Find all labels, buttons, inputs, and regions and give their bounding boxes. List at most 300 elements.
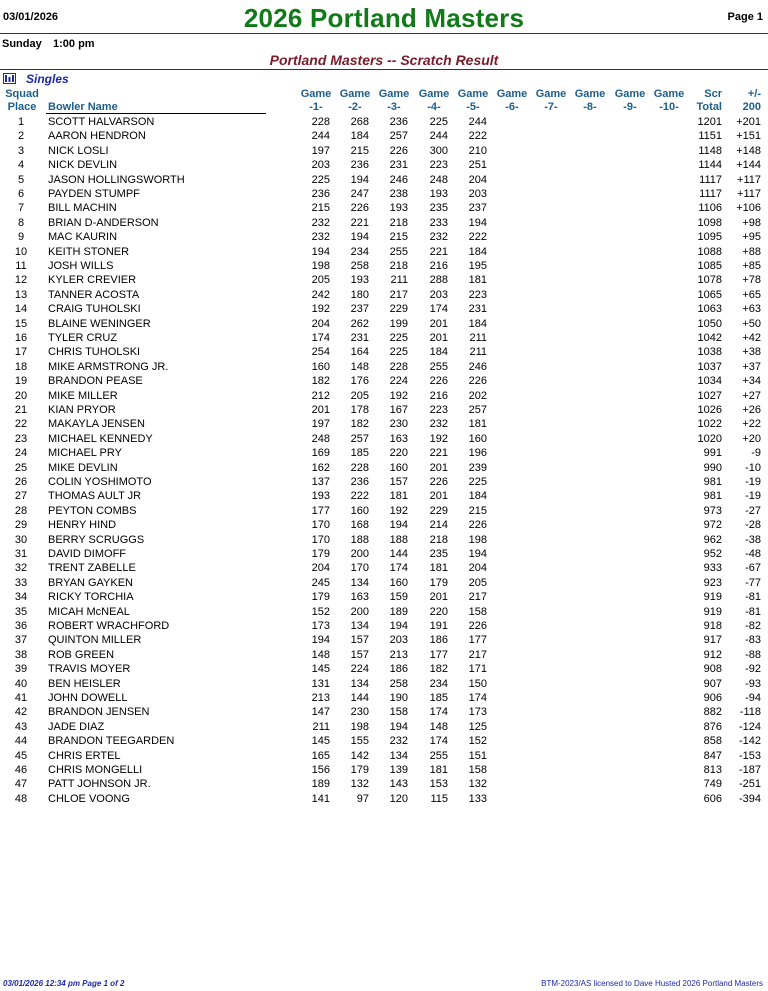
game-3-cell: 231 xyxy=(389,159,408,172)
plus-minus-cell: -81 xyxy=(745,605,761,618)
game-1-cell: 182 xyxy=(311,375,330,388)
game-5-cell: 257 xyxy=(468,404,487,416)
game-2-cell: 155 xyxy=(350,735,369,748)
game-3-cell: 159 xyxy=(389,591,408,604)
total-cell: 923 xyxy=(703,576,722,589)
plus-minus-cell: -88 xyxy=(745,648,761,661)
game-2-cell: 224 xyxy=(350,663,369,676)
bowler-name-cell: HENRY HIND xyxy=(48,519,117,532)
game-3-cell: 194 xyxy=(389,720,408,733)
game-4-cell: 234 xyxy=(429,677,448,690)
game-2-cell: 180 xyxy=(350,288,369,301)
bowler-name-cell: ROB GREEN xyxy=(48,648,115,661)
game-1-cell: 179 xyxy=(311,548,330,560)
total-cell: 882 xyxy=(703,706,722,719)
game-1-cell: 203 xyxy=(311,159,330,172)
game-4-cell: 181 xyxy=(429,764,448,776)
total-cell: 749 xyxy=(703,778,722,791)
game-2-cell: 237 xyxy=(350,303,369,316)
game-2-cell: 215 xyxy=(350,144,369,157)
game-1-cell: 205 xyxy=(311,274,330,287)
footer-license: BTM-2023/AS licensed to Dave Husted 2026 Portland Masters xyxy=(541,979,763,988)
game-3-cell: 258 xyxy=(389,677,408,690)
table-row xyxy=(0,648,768,662)
game-4-cell: 223 xyxy=(429,404,448,416)
total-cell: 917 xyxy=(703,634,722,647)
header-total: Total xyxy=(696,101,722,113)
header-game-2: Game xyxy=(339,88,371,100)
table-row xyxy=(0,777,768,791)
bowler-name-cell: CHLOE VOONG xyxy=(48,792,130,805)
game-1-cell: 147 xyxy=(311,706,330,719)
game-1-cell: 201 xyxy=(311,404,330,416)
game-3-cell: 229 xyxy=(389,303,408,316)
table-row xyxy=(0,605,768,619)
game-3-cell: 190 xyxy=(389,692,408,704)
game-3-cell: 238 xyxy=(389,188,408,200)
game-3-cell: 218 xyxy=(389,260,408,272)
game-1-cell: 228 xyxy=(311,116,330,128)
game-3-cell: 225 xyxy=(389,332,408,344)
game-5-cell: 251 xyxy=(468,159,487,172)
place-cell: 43 xyxy=(14,720,28,733)
game-5-cell: 204 xyxy=(468,173,487,186)
total-cell: 972 xyxy=(703,519,722,532)
total-cell: 847 xyxy=(703,749,722,762)
game-5-cell: 203 xyxy=(468,188,487,200)
header-game-number-7: -7- xyxy=(544,101,558,113)
game-4-cell: 192 xyxy=(429,432,448,445)
singles-icon xyxy=(3,71,16,82)
header-game-number-5: -5- xyxy=(466,101,480,113)
bowler-name-cell: NICK LOSLI xyxy=(48,144,109,157)
game-5-cell: 152 xyxy=(468,735,487,748)
game-5-cell: 205 xyxy=(468,576,487,589)
bowler-name-cell: RICKY TORCHIA xyxy=(48,591,134,604)
header-game-number-4: -4- xyxy=(427,101,441,113)
bowler-name-cell: MIKE ARMSTRONG JR. xyxy=(48,360,169,373)
game-5-cell: 194 xyxy=(468,548,487,560)
game-5-cell: 132 xyxy=(468,778,487,791)
game-5-cell: 125 xyxy=(468,720,487,733)
total-cell: 981 xyxy=(703,476,722,488)
game-4-cell: 153 xyxy=(429,778,448,791)
game-5-cell: 184 xyxy=(468,245,487,258)
place-cell: 31 xyxy=(14,548,28,560)
game-2-cell: 230 xyxy=(350,706,369,719)
game-4-cell: 221 xyxy=(429,447,448,460)
table-row xyxy=(0,792,768,806)
game-5-cell: 215 xyxy=(468,504,487,517)
total-cell: 1027 xyxy=(697,389,722,402)
place-cell: 29 xyxy=(14,519,28,532)
table-row xyxy=(0,576,768,590)
game-1-cell: 162 xyxy=(311,461,330,474)
plus-minus-cell: -118 xyxy=(739,706,761,719)
game-2-cell: 228 xyxy=(350,461,369,474)
game-2-cell: 148 xyxy=(350,360,369,373)
game-2-cell: 185 xyxy=(350,447,369,460)
game-3-cell: 215 xyxy=(389,231,408,244)
place-cell: 9 xyxy=(17,231,25,244)
place-cell: 41 xyxy=(14,692,28,704)
game-3-cell: 213 xyxy=(389,648,408,661)
header-game-6: Game xyxy=(496,88,528,100)
game-3-cell: 203 xyxy=(389,634,408,647)
plus-minus-cell: -81 xyxy=(745,591,761,604)
game-5-cell: 226 xyxy=(468,375,487,388)
header-game-8: Game xyxy=(574,88,606,100)
bowler-name-cell: CHRIS MONGELLI xyxy=(48,764,143,776)
place-cell: 47 xyxy=(14,778,28,791)
bowler-name-cell: NICK DEVLIN xyxy=(48,159,118,172)
game-2-cell: 231 xyxy=(350,332,369,344)
game-3-cell: 181 xyxy=(389,490,408,503)
table-row xyxy=(0,461,768,475)
place-cell: 23 xyxy=(14,432,28,445)
game-2-cell: 193 xyxy=(350,274,369,287)
total-cell: 1026 xyxy=(697,404,722,416)
game-2-cell: 157 xyxy=(350,634,369,647)
place-cell: 34 xyxy=(14,591,28,604)
game-3-cell: 199 xyxy=(389,317,408,330)
game-2-cell: 144 xyxy=(350,692,369,704)
game-5-cell: 239 xyxy=(468,461,487,474)
place-cell: 24 xyxy=(14,447,28,460)
game-4-cell: 174 xyxy=(429,706,448,719)
game-4-cell: 203 xyxy=(429,288,448,301)
game-1-cell: 215 xyxy=(311,202,330,215)
game-1-cell: 192 xyxy=(311,303,330,316)
total-cell: 1050 xyxy=(697,317,722,330)
plus-minus-cell: +117 xyxy=(737,173,761,186)
game-2-cell: 134 xyxy=(350,677,369,690)
plus-minus-cell: +38 xyxy=(742,346,761,359)
game-4-cell: 244 xyxy=(429,130,448,143)
plus-minus-cell: +26 xyxy=(742,404,761,416)
game-1-cell: 152 xyxy=(311,605,330,618)
bowler-name-cell: BRANDON TEEGARDEN xyxy=(48,735,175,748)
place-cell: 39 xyxy=(14,663,28,676)
total-cell: 1151 xyxy=(698,130,722,143)
game-2-cell: 194 xyxy=(350,173,369,186)
plus-minus-cell: -9 xyxy=(751,447,761,460)
table-row xyxy=(0,533,768,547)
header-squad: Squad xyxy=(5,88,39,100)
place-cell: 5 xyxy=(17,173,25,186)
game-1-cell: 170 xyxy=(311,533,330,546)
table-row xyxy=(0,245,768,259)
report-subtitle: Portland Masters -- Scratch Result xyxy=(269,52,499,68)
place-cell: 8 xyxy=(17,216,25,229)
game-4-cell: 201 xyxy=(429,461,448,474)
plus-minus-cell: +20 xyxy=(742,432,761,445)
total-cell: 1088 xyxy=(697,245,722,258)
plus-minus-cell: +27 xyxy=(742,389,761,402)
table-row xyxy=(0,677,768,691)
place-cell: 27 xyxy=(14,490,28,503)
plus-minus-cell: -142 xyxy=(738,735,761,748)
report-date: 03/01/2026 xyxy=(3,11,59,23)
bowler-name-cell: JADE DIAZ xyxy=(48,720,105,733)
game-3-cell: 194 xyxy=(389,519,408,532)
total-cell: 1148 xyxy=(698,144,722,157)
plus-minus-cell: -77 xyxy=(745,576,761,589)
game-4-cell: 218 xyxy=(429,533,448,546)
bowler-name-cell: PAYDEN STUMPF xyxy=(48,188,140,200)
total-cell: 919 xyxy=(703,605,722,618)
game-5-cell: 222 xyxy=(468,130,487,143)
header-game-number-8: -8- xyxy=(583,101,597,113)
bowler-name-cell: CHRIS ERTEL xyxy=(48,749,121,762)
game-1-cell: 131 xyxy=(311,677,330,690)
header-pm-base: 200 xyxy=(742,101,761,113)
header-game-4: Game xyxy=(418,88,450,100)
bowler-name-cell: ROBERT WRACHFORD xyxy=(48,620,170,632)
table-row xyxy=(0,273,768,287)
bowler-name-cell: TANNER ACOSTA xyxy=(48,288,140,301)
bowler-name-cell: TRAVIS MOYER xyxy=(48,663,131,676)
table-row xyxy=(0,475,768,489)
plus-minus-cell: +85 xyxy=(742,260,761,272)
plus-minus-cell: +148 xyxy=(736,144,761,157)
plus-minus-cell: +144 xyxy=(736,159,761,172)
table-row xyxy=(0,489,768,503)
total-cell: 933 xyxy=(703,562,722,575)
place-cell: 12 xyxy=(14,274,28,287)
bowler-name-cell: KIAN PRYOR xyxy=(48,404,116,416)
plus-minus-cell: -28 xyxy=(745,519,761,532)
game-2-cell: 234 xyxy=(350,245,369,258)
game-5-cell: 151 xyxy=(468,749,487,762)
plus-minus-cell: -94 xyxy=(745,692,761,704)
game-2-cell: 262 xyxy=(350,317,369,330)
game-3-cell: 246 xyxy=(389,173,408,186)
game-4-cell: 226 xyxy=(429,476,448,488)
game-5-cell: 223 xyxy=(468,288,487,301)
total-cell: 876 xyxy=(703,720,722,733)
game-2-cell: 179 xyxy=(350,764,369,776)
place-cell: 48 xyxy=(14,792,28,805)
bowler-name-cell: QUINTON MILLER xyxy=(48,634,142,647)
table-row xyxy=(0,518,768,532)
game-5-cell: 160 xyxy=(468,432,487,445)
place-cell: 32 xyxy=(14,562,28,575)
bowler-name-cell: AARON HENDRON xyxy=(48,130,146,143)
game-5-cell: 158 xyxy=(468,764,487,776)
game-1-cell: 211 xyxy=(312,720,330,733)
game-4-cell: 223 xyxy=(429,159,448,172)
total-cell: 1085 xyxy=(697,260,722,272)
total-cell: 1117 xyxy=(699,173,722,186)
game-3-cell: 255 xyxy=(389,245,408,258)
game-1-cell: 165 xyxy=(311,749,330,762)
total-cell: 952 xyxy=(703,548,722,560)
header-plusminus: +/- xyxy=(747,88,761,100)
game-5-cell: 217 xyxy=(468,591,487,604)
place-cell: 13 xyxy=(14,288,28,301)
game-2-cell: 184 xyxy=(350,130,369,143)
subtitle-divider xyxy=(0,69,768,70)
bowler-name-cell: TYLER CRUZ xyxy=(48,332,118,344)
header-game-number-3: -3- xyxy=(387,101,401,113)
game-4-cell: 300 xyxy=(429,144,448,157)
plus-minus-cell: -153 xyxy=(738,749,761,762)
game-5-cell: 222 xyxy=(468,231,487,244)
game-4-cell: 201 xyxy=(429,332,448,344)
header-game-number-2: -2- xyxy=(348,101,362,113)
game-1-cell: 160 xyxy=(311,360,330,373)
bowler-name-cell: BRANDON PEASE xyxy=(48,375,143,388)
game-2-cell: 257 xyxy=(350,432,369,445)
game-4-cell: 235 xyxy=(429,202,448,215)
bowler-name-cell: CRAIG TUHOLSKI xyxy=(48,303,141,316)
game-1-cell: 173 xyxy=(311,620,330,632)
bowler-name-cell: MIKE DEVLIN xyxy=(48,461,118,474)
game-3-cell: 236 xyxy=(389,116,408,128)
table-row xyxy=(0,259,768,273)
plus-minus-cell: +98 xyxy=(742,216,761,229)
game-5-cell: 202 xyxy=(468,389,487,402)
plus-minus-cell: -82 xyxy=(745,620,761,632)
game-5-cell: 177 xyxy=(468,634,487,647)
total-cell: 1042 xyxy=(697,332,722,344)
bowler-name-cell: JOHN DOWELL xyxy=(48,692,128,704)
place-cell: 21 xyxy=(14,404,28,416)
plus-minus-cell: -67 xyxy=(745,562,761,575)
header-game-number-10: -10- xyxy=(659,101,679,113)
page-number: Page 1 xyxy=(727,11,763,23)
game-2-cell: 168 xyxy=(350,519,369,532)
plus-minus-cell: -92 xyxy=(745,663,761,676)
place-cell: 38 xyxy=(14,648,28,661)
table-row xyxy=(0,230,768,244)
game-2-cell: 236 xyxy=(350,476,369,488)
game-2-cell: 97 xyxy=(356,792,369,805)
game-1-cell: 232 xyxy=(311,231,330,244)
game-1-cell: 212 xyxy=(311,389,330,402)
bowler-name-cell: MICHAEL KENNEDY xyxy=(48,432,153,445)
game-4-cell: 226 xyxy=(429,375,448,388)
bowler-name-cell: KYLER CREVIER xyxy=(48,274,137,287)
plus-minus-cell: +65 xyxy=(742,288,761,301)
game-4-cell: 214 xyxy=(429,519,448,532)
total-cell: 1106 xyxy=(698,202,722,215)
total-cell: 1020 xyxy=(697,432,722,445)
bowler-name-cell: JASON HOLLINGSWORTH xyxy=(48,173,185,186)
game-1-cell: 245 xyxy=(311,576,330,589)
place-cell: 30 xyxy=(14,533,28,546)
game-5-cell: 195 xyxy=(468,260,487,272)
table-row xyxy=(0,720,768,734)
game-1-cell: 145 xyxy=(311,735,330,748)
place-cell: 3 xyxy=(17,144,25,157)
table-row xyxy=(0,446,768,460)
bowler-name-cell: COLIN YOSHIMOTO xyxy=(48,476,152,488)
game-2-cell: 132 xyxy=(350,778,369,791)
game-5-cell: 181 xyxy=(468,418,487,431)
game-1-cell: 179 xyxy=(311,591,330,604)
game-1-cell: 204 xyxy=(311,317,330,330)
game-4-cell: 232 xyxy=(429,418,448,431)
plus-minus-cell: -19 xyxy=(745,490,761,503)
table-row xyxy=(0,360,768,374)
plus-minus-cell: -19 xyxy=(745,476,761,488)
game-5-cell: 194 xyxy=(468,216,487,229)
plus-minus-cell: +95 xyxy=(742,231,761,244)
game-2-cell: 200 xyxy=(350,605,369,618)
game-2-cell: 157 xyxy=(350,648,369,661)
total-cell: 1037 xyxy=(697,360,722,373)
total-cell: 907 xyxy=(703,677,722,690)
total-cell: 991 xyxy=(703,447,722,460)
plus-minus-cell: -83 xyxy=(745,634,761,647)
game-5-cell: 174 xyxy=(468,692,487,704)
game-2-cell: 178 xyxy=(350,404,369,416)
total-cell: 990 xyxy=(703,461,722,474)
table-row xyxy=(0,734,768,748)
bowler-name-cell: MAKAYLA JENSEN xyxy=(48,418,145,431)
total-cell: 919 xyxy=(703,591,722,604)
game-3-cell: 188 xyxy=(389,533,408,546)
place-cell: 19 xyxy=(14,375,28,388)
game-3-cell: 211 xyxy=(390,274,408,287)
place-cell: 40 xyxy=(14,677,28,690)
plus-minus-cell: -251 xyxy=(738,778,761,791)
bowler-name-cell: PEYTON COMBS xyxy=(48,504,137,517)
place-cell: 20 xyxy=(14,389,28,402)
game-4-cell: 186 xyxy=(429,634,448,647)
plus-minus-cell: -10 xyxy=(745,461,761,474)
game-4-cell: 177 xyxy=(429,648,448,661)
total-cell: 918 xyxy=(703,620,722,632)
game-2-cell: 134 xyxy=(350,576,369,589)
game-1-cell: 242 xyxy=(311,288,330,301)
table-row xyxy=(0,417,768,431)
bowler-name-cell: BERRY SCRUGGS xyxy=(48,533,145,546)
game-1-cell: 194 xyxy=(311,634,330,647)
table-row xyxy=(0,749,768,763)
game-3-cell: 120 xyxy=(389,792,408,805)
place-cell: 18 xyxy=(14,360,28,373)
game-2-cell: 160 xyxy=(350,504,369,517)
game-1-cell: 248 xyxy=(311,432,330,445)
plus-minus-cell: -27 xyxy=(745,504,761,517)
place-cell: 16 xyxy=(14,332,28,344)
game-3-cell: 160 xyxy=(389,461,408,474)
game-4-cell: 181 xyxy=(429,562,448,575)
plus-minus-cell: -38 xyxy=(745,533,761,546)
table-row xyxy=(0,633,768,647)
total-cell: 908 xyxy=(703,663,722,676)
table-row xyxy=(0,144,768,158)
bowler-name-cell: BRIAN D-ANDERSON xyxy=(48,216,159,229)
total-cell: 1144 xyxy=(698,159,722,172)
game-1-cell: 232 xyxy=(311,216,330,229)
plus-minus-cell: -48 xyxy=(745,548,761,560)
game-1-cell: 236 xyxy=(311,188,330,200)
bowler-name-cell: BEN HEISLER xyxy=(48,677,121,690)
game-5-cell: 211 xyxy=(469,346,487,359)
total-cell: 606 xyxy=(703,792,722,805)
bowler-name-underline xyxy=(46,113,266,114)
game-1-cell: 137 xyxy=(311,476,330,488)
game-1-cell: 193 xyxy=(311,490,330,503)
place-cell: 28 xyxy=(14,504,28,517)
header-game-9: Game xyxy=(614,88,646,100)
game-3-cell: 224 xyxy=(389,375,408,388)
place-cell: 25 xyxy=(14,461,28,474)
